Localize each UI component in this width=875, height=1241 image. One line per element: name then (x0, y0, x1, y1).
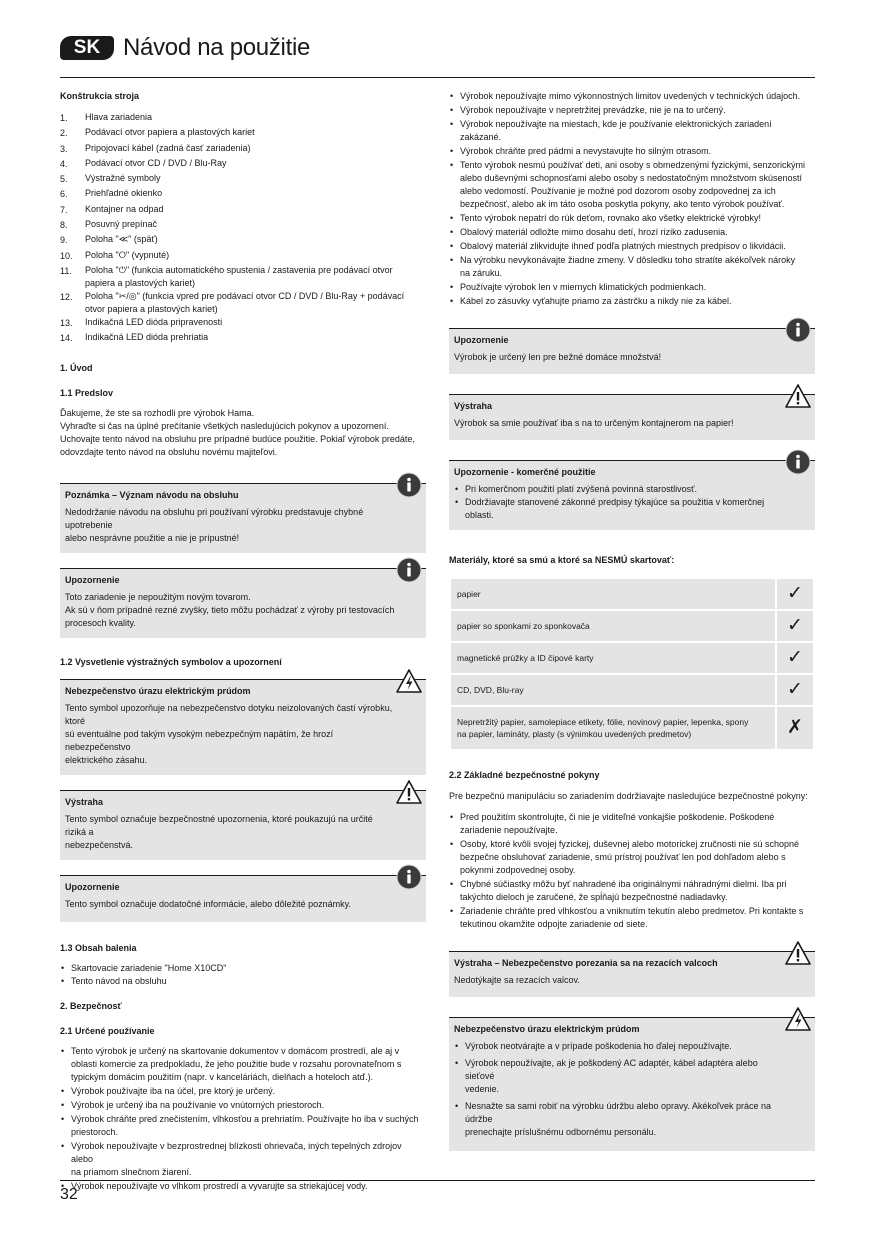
material-line: papier (457, 589, 481, 599)
list-line: • Na výrobku nevykonávajte žiadne zmeny. V dôsledku toho stratíte akékoľvek nároky (460, 255, 796, 265)
package-list (60, 962, 426, 988)
list-item (449, 905, 815, 931)
list-item (449, 281, 815, 294)
list-line: • Tento výrobok nesmú používať deti, ani osoby s obmedzenými fyzickými, senzorickými (460, 160, 806, 170)
list-line: • Chybné súčiastky môžu byť nahradené iba originálnymi náhradnými dielmi. Iba pri (460, 879, 787, 889)
list-item (60, 1140, 426, 1179)
list-item (449, 159, 815, 211)
construction-item (60, 157, 426, 172)
item-number: 14. (60, 333, 73, 344)
note-title: Poznámka – Význam návodu na obsluhu (65, 489, 239, 500)
intended-use-list (60, 1045, 426, 1193)
list-line: • Výrobok nepoužívajte v nepretržitej prevádzke, nie je na to určený. (460, 105, 726, 115)
warning-box (60, 790, 426, 860)
list-item (449, 104, 815, 117)
shock-box (60, 679, 426, 775)
list-item (454, 1057, 785, 1096)
item-number: 3. (60, 143, 68, 154)
info-icon (396, 472, 422, 498)
cut-warning-line-1: Nedotýkajte sa rezacích valcov. (454, 975, 580, 985)
list-line: • Výrobok používajte iba na účel, pre ktorý je určený. (71, 1085, 276, 1096)
shock-line-1: Tento symbol upozorňuje na nebezpečenstvo dotyku neizolovaných častí výrobku, ktoré (65, 702, 393, 726)
item-text (85, 316, 426, 331)
item-number: 5. (60, 174, 68, 185)
list-line: tekutinou okamžite odpojte zariadenie od siete. (460, 919, 648, 929)
item-number: 7. (60, 204, 68, 215)
check-icon: ✓ (776, 610, 814, 642)
construction-heading: Konštrukcia stroja (60, 91, 140, 101)
intro-text-4: odovzdajte tento návod na obsluhu novému majiteľovi. (60, 446, 278, 457)
electric-warning-icon (785, 1006, 811, 1032)
note-line-2: alebo nesprávne použitie a nie je prípustné! (65, 532, 240, 543)
warning-box-2 (449, 394, 815, 440)
basic-safety-intro: Pre bezpečnú manipuláciu so zariadením dodržiavajte nasledujúce bezpečnostné pokyny: (449, 791, 808, 801)
list-line: • Výrobok nepoužívajte, ak je poškodený AC adaptér, kábel adaptéra alebo sieťové (465, 1058, 758, 1081)
list-line: • Používajte výrobok len v miernych klimatických podmienkach. (460, 282, 707, 292)
list-line: bezpečnosť, alebo ak im táto osoba poskytla pokyny, ako tento výrobok používať. (460, 199, 785, 209)
item-line: Výstražné symboly (85, 173, 161, 184)
list-line: • Výrobok chráňte pred znečistením, vlhkosťou a prehriatím. Používajte ho iba v suchých (71, 1113, 419, 1124)
list-item (449, 90, 815, 103)
list-line: takýchto dieloch je zaručené, že spĺňajú bezpečnostné nadiadavky. (460, 892, 728, 902)
list-line: • Výrobok nepoužívajte vo vlhkom prostredí a vyvarujte sa striekajúcej vody. (71, 1180, 368, 1191)
intended-use-heading: 2.1 Určené používanie (60, 1025, 155, 1036)
list-item: • Tento návod na obsluhu (60, 975, 426, 988)
list-line: • Výrobok je určený iba na používanie vo vnútorných priestoroch. (71, 1099, 325, 1110)
item-line: Podávací otvor CD / DVD / Blu-Ray (85, 157, 227, 168)
construction-item (60, 233, 426, 248)
warning-triangle-icon (396, 779, 422, 805)
item-line: Poloha "⭘" (vypnuté) (85, 249, 170, 260)
list-item (454, 1100, 785, 1139)
materials-heading: Materiály, ktoré sa smú a ktoré sa NESMÚ skartovať: (449, 555, 675, 565)
list-item (449, 811, 815, 837)
notice1-line-3: procesoch kvality. (65, 617, 136, 628)
notice2-line-1: Tento symbol označuje dodatočné informácie, alebo dôležité poznámky. (65, 898, 352, 909)
note-box (60, 483, 426, 553)
item-text (85, 157, 426, 172)
item-line: Priehľadné okienko (85, 188, 163, 199)
list-item: • Dodržiavajte stanovené zákonné predpisy týkajúce sa použitia v komerčnej oblasti. (454, 496, 785, 522)
list-item: • Skartovacie zariadenie "Home X10CD" (60, 962, 426, 975)
item-number: 1. (60, 113, 68, 123)
construction-item (60, 316, 426, 331)
shock-box-2 (449, 1017, 815, 1151)
shock2-title: Nebezpečenstvo úrazu elektrickým prúdom (454, 1024, 640, 1034)
list-line: • Výrobok chráňte pred pádmi a nevystavujte ho silným otrasom. (460, 146, 712, 156)
info-icon (785, 317, 811, 343)
safety-heading: 2. Bezpečnosť (60, 1000, 122, 1011)
check-icon: ✓ (776, 674, 814, 706)
list-line: na záruku. (460, 268, 503, 278)
item-line: Poloha "✂/◎" (funkcia vpred pre podávací otvor CD / DVD / Blu-Ray + podávací (85, 290, 405, 301)
notice1-line-2: Ak sú v ňom prípadné rezné zvyšky, tieto môžu pochádzať z výroby pri testovacích (65, 604, 395, 615)
list-item (449, 240, 815, 253)
list-item (454, 1040, 785, 1053)
check-icon: ✓ (776, 642, 814, 674)
construction-item (60, 264, 426, 290)
list-line: oblasti komercie za predpokladu, že jeho použitie bude v rozsahu porovnateľnom s (71, 1058, 402, 1069)
item-number: 2. (60, 128, 68, 139)
warning-line-1: Tento symbol označuje bezpečnostné upozornenia, ktoré poukazujú na určité riziká a (65, 813, 373, 837)
shock-title: Nebezpečenstvo úrazu elektrickým prúdom (65, 685, 251, 696)
list-item (60, 1085, 426, 1098)
warning2-title: Výstraha (454, 401, 493, 411)
list-line: • Tento výrobok je určený na skartovanie dokumentov v domácom prostredí, ale aj v (71, 1045, 400, 1056)
foreword-heading: 1.1 Predslov (60, 387, 114, 398)
list-line: • Výrobok neotvárajte a v prípade poškodenia ho ďalej nepoužívajte. (465, 1041, 732, 1051)
item-number: 10. (60, 250, 73, 261)
notice3-line-1: Výrobok je určený len pre bežné domáce množstvá! (454, 352, 662, 362)
item-line: Kontajner na odpad (85, 203, 164, 214)
list-line: vedenie. (465, 1084, 500, 1094)
footer-rule (60, 1180, 815, 1181)
commercial-box (449, 460, 815, 530)
construction-item (60, 187, 426, 202)
notice1-line-1: Toto zariadenie je nepoužitým novým tovarom. (65, 591, 251, 602)
item-line: Poloha "⏻" (funkcia automatického spustenia / zastavenia pre podávací otvor (85, 264, 393, 275)
item-text (85, 126, 426, 141)
package-heading: 1.3 Obsah balenia (60, 942, 137, 953)
safety-list-continued (449, 90, 815, 308)
construction-item (60, 218, 426, 233)
symbols-heading: 1.2 Vysvetlenie výstražných symbolov a upozornení (60, 656, 282, 667)
list-line: alebo duševnými schopnosťami alebo osoby s nedostatočným množstvom skúseností (460, 173, 803, 183)
construction-item (60, 203, 426, 218)
item-text (85, 172, 426, 187)
list-item (60, 1113, 426, 1139)
warning2-line-1: Výrobok sa smie používať iba s na to určeným kontajnerom na papier! (454, 418, 734, 428)
materials-table (449, 577, 815, 751)
warning-triangle-icon (785, 940, 811, 966)
list-line: • Obalový materiál zlikvidujte ihneď podľa platných miestnych predpisov o likvidácii. (460, 241, 786, 251)
material-text (450, 578, 776, 610)
list-item (449, 838, 815, 877)
list-line: typickým domácim použitím (napr. v kanceláriách, dielňach a hoteloch atď.). (71, 1071, 374, 1082)
list-line: • Nesnažte sa sami robiť na výrobku údržbu alebo opravy. Akékoľvek práce na údržbe (465, 1101, 771, 1124)
cut-warning-box (449, 951, 815, 997)
list-item (449, 226, 815, 239)
list-item (449, 878, 815, 904)
item-text (85, 203, 426, 218)
construction-item (60, 142, 426, 157)
item-number: 9. (60, 235, 68, 246)
material-line: papier so sponkami zo sponkovača (457, 621, 590, 631)
note-line-1: Nedodržanie návodu na obsluhu pri používaní výrobku predstavuje chybné upotrebenie (65, 506, 364, 530)
electric-warning-icon (396, 668, 422, 694)
item-line: Podávací otvor papiera a plastových kariet (85, 127, 255, 138)
notice-box-2 (60, 875, 426, 922)
list-line: • Tento výrobok nepatrí do rúk deťom, rovnako ako všetky elektrické výrobky! (460, 213, 762, 223)
info-icon (396, 864, 422, 890)
warning-triangle-icon (785, 383, 811, 409)
list-item (60, 1180, 426, 1193)
list-item (60, 1099, 426, 1112)
page-title: Návod na použitie (123, 34, 311, 61)
material-line: Nepretržitý papier, samolepiace etikety, fólie, novinový papier, lepenka, spony (457, 717, 749, 727)
info-icon (396, 557, 422, 583)
material-row (450, 578, 814, 610)
item-number: 6. (60, 189, 68, 200)
item-text (85, 331, 426, 346)
list-line: pokynmi zodpovednej osoby. (460, 865, 576, 875)
item-text (85, 249, 426, 264)
shock2-list (454, 1040, 785, 1139)
item-line: Indikačná LED dióda pripravenosti (85, 316, 223, 327)
list-line: zariadenie nepoužívajte. (460, 825, 558, 835)
warning-title: Výstraha (65, 796, 104, 807)
list-line: na priamom slnečnom žiarení. (71, 1166, 192, 1177)
list-line: • Výrobok nepoužívajte mimo výkonnostných limitov uvedených v technických údajoch. (460, 91, 801, 101)
item-line: Posuvný prepínač (85, 219, 158, 230)
construction-item (60, 290, 426, 316)
list-item (449, 212, 815, 225)
item-line: Hlava zariadenia (85, 112, 153, 122)
item-text (85, 187, 426, 202)
list-line: • Výrobok nepoužívajte na miestach, kde je používanie elektronických zariadení (460, 119, 772, 129)
left-column (60, 90, 426, 1194)
list-line: bezpečne obsluhovať zariadenie, smú prístroj používať len pod dohľadom alebo s (460, 852, 786, 862)
material-row (450, 610, 814, 642)
list-line: • Osoby, ktoré kvôli svojej fyzickej, duševnej alebo motorickej zručnosti nie sú schopné (460, 839, 799, 849)
cross-icon: ✗ (776, 706, 814, 750)
item-text (85, 264, 426, 290)
info-icon (785, 449, 811, 475)
commercial-title: Upozornenie - komerčné použitie (454, 467, 596, 477)
item-number: 4. (60, 158, 68, 169)
page-header (60, 34, 815, 78)
list-item (449, 295, 815, 308)
notice1-title: Upozornenie (65, 574, 120, 585)
list-line: priestoroch. (71, 1126, 119, 1137)
construction-item (60, 331, 426, 346)
construction-list (60, 111, 426, 347)
item-number: 8. (60, 220, 68, 231)
shock-line-3: elektrického zásahu. (65, 754, 148, 765)
list-line: alebo vedomostí. Používanie je možné pod dozorom osoby zodpovednej za ich (460, 186, 776, 196)
item-text (85, 218, 426, 233)
construction-item (60, 111, 426, 126)
warning-line-2: nebezpečenstvá. (65, 839, 134, 850)
item-line: Pripojovací kábel (zadná časť zariadenia) (85, 142, 251, 153)
item-text (85, 233, 426, 248)
item-number: 13. (60, 317, 73, 328)
construction-item (60, 249, 426, 264)
shock-line-2: sú eventuálne pod takým vysokým nebezpečným napätím, že hrozí nebezpečenstvo (65, 728, 334, 752)
notice-box-3 (449, 328, 815, 374)
intro-text-3: Uchovajte tento návod na obsluhu pre prípadné budúce použitie. Pokiaľ výrobok predáte, (60, 433, 415, 444)
basic-safety-list (449, 811, 815, 931)
material-line: magnetické prúžky a ID čipové karty (457, 653, 594, 663)
intro-heading: 1. Úvod (60, 362, 93, 373)
material-text (450, 674, 776, 706)
list-line: • Obalový materiál odložte mimo dosahu detí, hrozí riziko zadusenia. (460, 227, 728, 237)
item-text (85, 142, 426, 157)
intro-text-1: Ďakujeme, že ste sa rozhodli pre výrobok Hama. (60, 407, 255, 418)
list-line: • Kábel zo zásuvky vyťahujte priamo za zástrčku a nikdy nie za kábel. (460, 296, 732, 306)
material-text (450, 610, 776, 642)
check-icon: ✓ (776, 578, 814, 610)
list-item (60, 1045, 426, 1084)
material-line: CD, DVD, Blu-ray (457, 685, 524, 695)
material-text (450, 706, 776, 750)
list-item (449, 145, 815, 158)
item-number: 11. (60, 265, 72, 276)
page-number: 32 (60, 1186, 78, 1203)
material-row (450, 642, 814, 674)
material-row (450, 674, 814, 706)
item-text (85, 290, 426, 316)
material-text (450, 642, 776, 674)
basic-safety-heading: 2.2 Základné bezpečnostné pokyny (449, 770, 600, 780)
item-number: 12. (60, 291, 73, 302)
list-line: • Zariadenie chráňte pred vlhkosťou a vniknutím tekutín alebo predmetov. Pri kontakte s (460, 906, 804, 916)
material-line: na papier, lamináty, plasty (s výnimkou uvedených predmetov) (457, 729, 692, 739)
item-line: papiera a plastových kariet) (85, 277, 196, 288)
cut-warning-title: Výstraha – Nebezpečenstvo porezania sa na rezacích valcoch (454, 958, 718, 968)
list-line: prenechajte príslušnému odbornému personálu. (465, 1127, 657, 1137)
notice-box-1 (60, 568, 426, 638)
item-line: Indikačná LED dióda prehriatia (85, 332, 209, 343)
list-line: • Pred použitím skontrolujte, či nie je viditeľné vonkajšie poškodenie. Poškodené (460, 812, 775, 822)
list-line: • Výrobok nepoužívajte v bezprostrednej blízkosti ohrievača, iných tepelných zdrojov alebo (71, 1140, 402, 1164)
list-item: • Pri komerčnom použití platí zvýšená povinná starostlivosť. (454, 483, 785, 496)
material-row (450, 706, 814, 750)
list-item (449, 254, 815, 280)
item-line: Poloha "≪" (späť) (85, 234, 158, 245)
item-line: otvor papiera a plastových kariet) (85, 303, 218, 314)
commercial-list (454, 483, 785, 522)
list-item (449, 118, 815, 144)
intro-text-2: Vyhraďte si čas na úplné prečítanie všetkých nasledujúcich pokynov a upozornení. (60, 420, 389, 431)
item-text (85, 111, 426, 126)
construction-item (60, 126, 426, 141)
notice3-title: Upozornenie (454, 335, 509, 345)
construction-item (60, 172, 426, 187)
notice2-title: Upozornenie (65, 881, 120, 892)
right-column (449, 90, 815, 1151)
list-line: zakázané. (460, 132, 502, 142)
language-badge: SK (60, 36, 114, 60)
